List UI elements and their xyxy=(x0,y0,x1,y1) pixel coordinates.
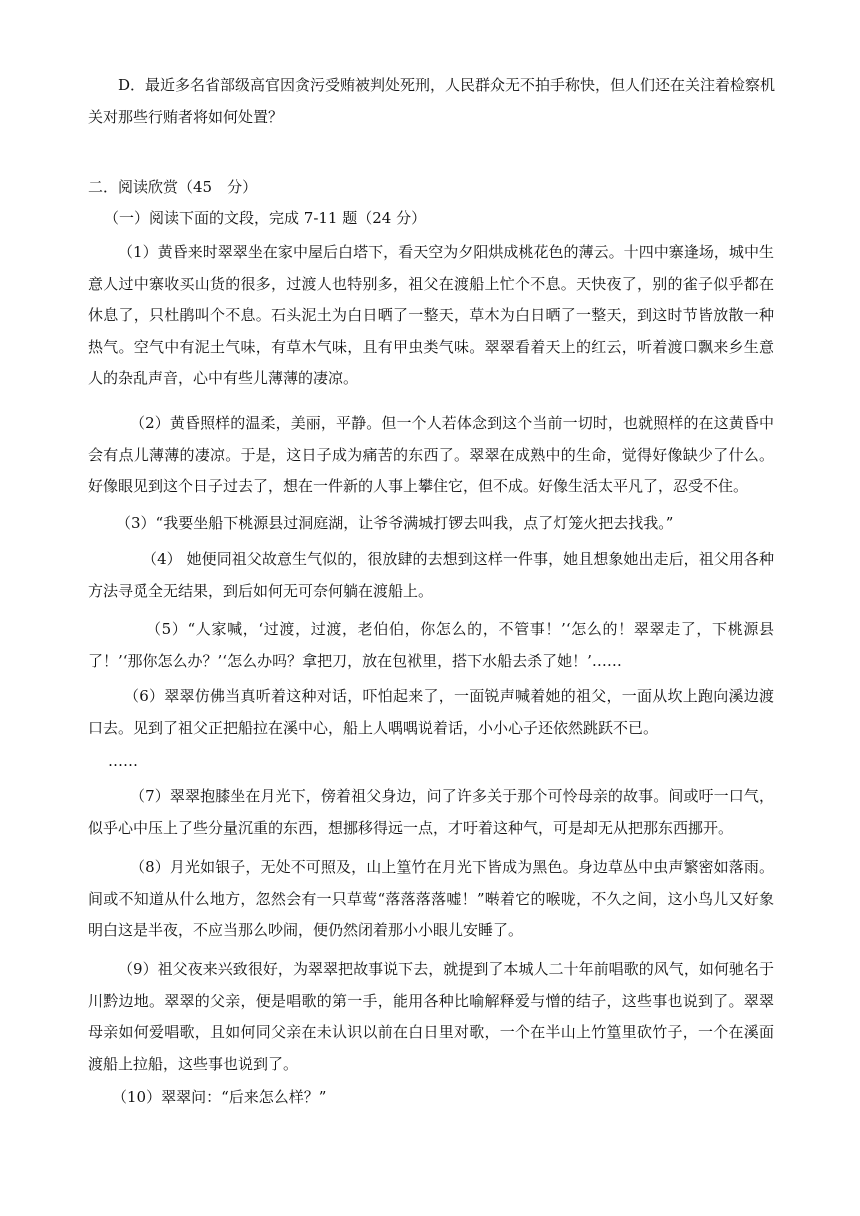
subsection-title: （一）阅读下面的文段，完成 7-11 题（24 分） xyxy=(104,209,427,227)
paragraph-5: （5）“人家喊，‘过渡，过渡，老伯伯，你怎么的，不管事！’‘怎么的！翠翠走了，下桃源县了！’‘那你怎么办？’‘怎么办吗？拿把刀，放在包袱里，搭下水船去杀了她！’…… xyxy=(88,620,774,670)
paragraph-6: （6）翠翠仿佛当真听着这种对话，吓怕起来了，一面锐声喊着她的祖父，一面从坎上跑向溪边渡口去。见到了祖父正把船拉在溪中心，船上人喁喁说着话，小小心子还依然跳跃不已。 xyxy=(88,687,774,737)
paragraph-9: （9）祖父夜来兴致很好，为翠翠把故事说下去，就提到了本城人二十年前唱歌的风气，如何驰名于川黔边地。翠翠的父亲，便是唱歌的第一手，能用各种比喻解释爱与憎的结子，这些事也说到了。翠翠母亲如何爱唱歌，且如何同父亲在未认识以前在白日里对歌，一个在半山上竹篁里砍竹子，一个在溪面渡船上拉船，这些事也说到了。 xyxy=(88,960,774,1073)
paragraph-4: （4） 她便同祖父故意生气似的，很放肆的去想到这样一件事，她且想象她出走后，祖父用各种方法寻觅全无结果，到后如何无可奈何躺在渡船上。 xyxy=(88,550,774,600)
paragraph-2: （2）黄昏照样的温柔，美丽，平静。但一个人若体念到这个当前一切时，也就照样的在这黄昏中会有点儿薄薄的凄凉。于是，这日子成为痛苦的东西了。翠翠在成熟中的生命，觉得好像缺少了什么。好像眼见到这个日子过去了，想在一件新的人事上攀住它，但不成。好像生活太平凡了，忍受不住。 xyxy=(88,414,774,495)
ellipsis-line: …… xyxy=(108,752,138,770)
option-d-line-1: D．最近多名省部级高官因贪污受贿被判处死刑，人民群众无不拍手称快，但人们还在关注着检察机 xyxy=(118,76,776,94)
option-d-line-2: 关对那些行贿者将如何处置？ xyxy=(88,108,284,126)
paragraph-8: （8）月光如银子，无处不可照及，山上篁竹在月光下皆成为黑色。身边草丛中虫声繁密如落雨。间或不知道从什么地方，忽然会有一只草莺“落落落落嘘！”啭着它的喉咙，不久之间，这小鸟儿又好象明白这是半夜，不应当那么吵闹，便仍然闭着那小小眼儿安睡了。 xyxy=(88,858,774,939)
paragraph-7: （7）翠翠抱膝坐在月光下，傍着祖父身边，问了许多关于那个可怜母亲的故事。间或吁一口气，似乎心中压上了些分量沉重的东西，想挪移得远一点，才吁着这种气，可是却无从把那东西挪开。 xyxy=(88,787,774,837)
paragraph-1: （1）黄昏来时翠翠坐在家中屋后白塔下，看天空为夕阳烘成桃花色的薄云。十四中寨逢场，城中生意人过中寨收买山货的很多，过渡人也特别多，祖父在渡船上忙个不息。天快夜了，别的雀子似乎都在休息了，只杜鹃叫个不息。石头泥土为白日晒了一整天，草木为白日晒了一整天，到这时节皆放散一种热气。空气中有泥土气味，有草木气味，且有甲虫类气味。翠翠看着天上的红云，听着渡口飘来乡生意人的杂乱声音，心中有些儿薄薄的凄凉。 xyxy=(88,243,774,387)
section-title: 二．阅读欣赏（45 分） xyxy=(88,178,258,196)
paragraph-3: （3）“我要坐船下桃源县过洞庭湖，让爷爷满城打锣去叫我，点了灯笼火把去找我。” xyxy=(116,514,674,532)
paragraph-10: （10）翠翠问：“后来怎么样？” xyxy=(112,1088,327,1106)
